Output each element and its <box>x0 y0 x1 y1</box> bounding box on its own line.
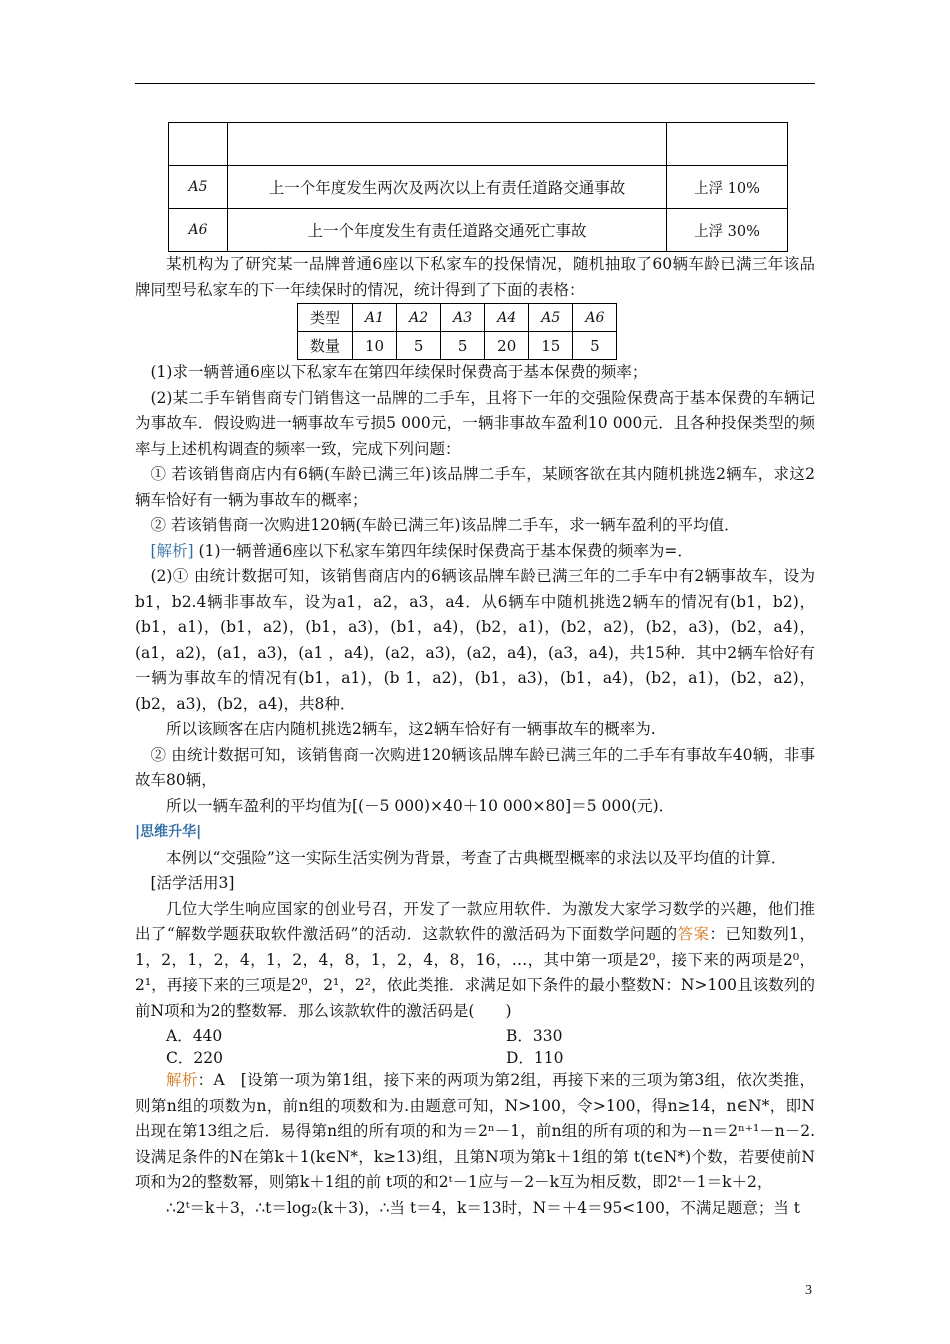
table-row <box>169 209 788 252</box>
table-row <box>169 166 788 209</box>
practice-label: [活学活用3] <box>150 874 235 892</box>
type-description <box>228 123 667 166</box>
count-cell: 20 <box>485 332 529 360</box>
type-code: A5 <box>169 166 228 209</box>
table-row <box>169 123 788 166</box>
analysis-part-2: (2)① 由统计数据可知，该销售商店内的6辆该品牌车龄已满三年的二手车中有2辆事故车，设为b1，b2.4辆非事故车，设为a1，a2，a3，a4．从6辆车中随机挑选2辆车的情况有(b1，b2)，(b1，a1)，(b1，a2)，(b1，a3)，(b1，a4)，(b2，a1)，(b2，a2)，(b2，a3)，(b2，a4)，(a1，a2)，(a1，a3)，(a1 ，a4)，(a2，a3)，(a2，a4)，(a3，a4)，共15种．其中2辆车恰好有一辆为事故车的情况有(b1，a1)，(b 1，a2)，(b1，a3)，(b1，a4)，(b2，a1)，(b2，a2)，(b2，a3)，(b2，a4)，共8种． <box>135 567 815 713</box>
header-rule <box>135 83 815 84</box>
analysis-part-4: ② 由统计数据可知，该销售商一次购进120辆该品牌车龄已满三年的二手车有事故车40辆，非事故车80辆， <box>135 745 815 789</box>
question-2a: ① 若该销售商店内有6辆(车龄已满三年)该品牌二手车，某顾客欲在其内随机挑选2辆车，求这2辆车恰好有一辆为事故车的概率； <box>135 465 815 509</box>
page-content <box>135 122 815 1221</box>
type-header: A4 <box>485 304 529 332</box>
rate-change <box>667 123 788 166</box>
answer-label: 答案 <box>677 925 710 943</box>
type-description: 上一个年度发生有责任道路交通死亡事故 <box>228 209 667 252</box>
analysis-paragraph <box>135 539 815 565</box>
type-header: A2 <box>397 304 441 332</box>
solution-last-line: ∴2ᵗ＝k＋3，∴t＝log₂(k＋3)，∴当 t＝4，k＝13时，N＝＋4＝95<100，不满足题意；当 t <box>166 1198 801 1217</box>
type-code <box>169 123 228 166</box>
page-number: 3 <box>805 1283 812 1298</box>
type-header: A6 <box>573 304 617 332</box>
analysis-part-3: 所以该顾客在店内随机挑选2辆车，这2辆车恰好有一辆事故车的概率为. <box>166 720 656 738</box>
count-cell: 15 <box>529 332 573 360</box>
insurance-count-table <box>297 303 617 360</box>
count-cell: 5 <box>441 332 485 360</box>
type-header: A1 <box>353 304 397 332</box>
type-header: A5 <box>529 304 573 332</box>
analysis-part-5: 所以一辆车盈利的平均值为[(－5 000)×40＋10 000×80]＝5 000(元)． <box>166 796 675 815</box>
practice-problem <box>135 897 815 1025</box>
question-2b: ② 若该销售商一次购进120辆(车龄已满三年)该品牌二手车，求一辆车盈利的平均值． <box>150 516 740 534</box>
problem-intro: 某机构为了研究某一品牌普通6座以下私家车的投保情况，随机抽取了60辆车龄已满三年该品牌同型号私家车的下一年续保时的情况，统计得到了下面的表格： <box>135 255 815 299</box>
option-a: A．440 <box>166 1027 223 1045</box>
rate-change: 上浮 30% <box>667 209 788 252</box>
count-cell: 5 <box>397 332 441 360</box>
type-code: A6 <box>169 209 228 252</box>
type-description: 上一个年度发生两次及两次以上有责任道路交通事故 <box>228 166 667 209</box>
option-d: D．110 <box>506 1049 564 1067</box>
count-cell: 5 <box>573 332 617 360</box>
question-2: (2)某二手车销售商专门销售这一品牌的二手车，且将下一年的交强险保费高于基本保费的车辆记为事故车．假设购进一辆事故车亏损5 000元，一辆非事故车盈利10 000元．且各种投保类型的频率与上述机构调查的频率一致，完成下列问题： <box>135 388 815 458</box>
thinking-label: |思维升华| <box>135 824 202 840</box>
count-cell: 10 <box>353 332 397 360</box>
solution <box>135 1068 815 1196</box>
table-row <box>298 332 617 360</box>
options-row <box>135 1024 815 1046</box>
rate-change: 上浮 10% <box>667 166 788 209</box>
premium-rate-table <box>168 122 788 252</box>
thinking-section <box>135 819 815 846</box>
table-row <box>298 304 617 332</box>
question-1: (1)求一辆普通6座以下私家车在第四年续保时保费高于基本保费的频率； <box>150 363 648 381</box>
option-c: C．220 <box>166 1049 223 1067</box>
options-row <box>135 1046 815 1068</box>
analysis-part-1: (1)一辆普通6座以下私家车第四年续保时保费高于基本保费的频率为=． <box>193 541 693 560</box>
practice-text-before: 几位大学生响应国家的创业号召，开发了一款应用软件．为激发大家学习数学的兴趣，他们推出了“解数学题获取软件激活码”的活动．这款软件的激活码为下面数学问题的 <box>135 899 815 943</box>
analysis-label: [解析] <box>150 541 194 560</box>
header-label: 类型 <box>298 304 353 332</box>
option-b: B．330 <box>506 1027 563 1045</box>
thinking-text: 本例以“交强险”这一实际生活实例为背景，考查了古典概型概率的求法以及平均值的计算． <box>166 848 787 867</box>
count-label: 数量 <box>298 332 353 360</box>
practice-text-after: ：已知数列1，1，2，1，2，4，1，2，4，8，1，2，4，8，16，…，其中第一项是2⁰，接下来的两项是2⁰，2¹，再接下来的三项是2⁰，2¹，2²，依此类推．求满足如下条件的最小整数N：N>100且该数列的前N项和为2的整数幂．那么该款软件的激活码是( ) <box>135 925 815 1020</box>
solution-label: 解析 <box>166 1071 198 1089</box>
solution-text: ：A [设第一项为第1组，接下来的两项为第2组，再接下来的三项为第3组，依次类推，则第n组的项数为n，前n组的项数和为.由题意可知，N>100，令>100，得n≥14，n∈N*，即N出现在第13组之后．易得第n组的所有项的和为＝2ⁿ－1，前n组的所有项的和为－n＝2ⁿ⁺¹－n－2.设满足条件的N在第k＋1(k∈N*，k≥13)组，且第N项为第k＋1组的第 t(t∈N*)个数，若要使前N项和为2的整数幂，则第k＋1组的前 t项的和2ᵗ－1应与－2－k互为相反数，即2ᵗ－1＝k＋2， <box>135 1071 815 1191</box>
type-header: A3 <box>441 304 485 332</box>
